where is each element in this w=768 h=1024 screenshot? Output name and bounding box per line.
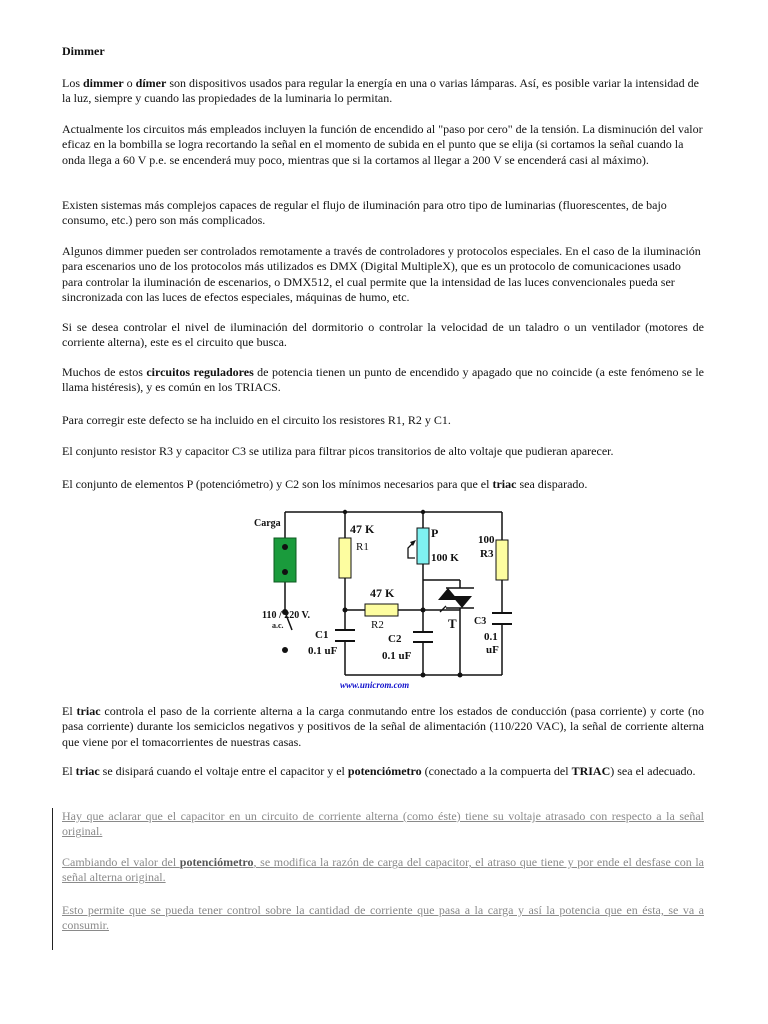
label-p-value: 100 K — [431, 552, 459, 564]
label-r1-value: 47 K — [350, 522, 375, 536]
label-c1-value: 0.1 uF — [308, 645, 338, 657]
paragraph-hysteresis: Muchos de estos circuitos reguladores de potencia tienen un punto de encendido y apagado que no coincide (a este fenómeno se le llama histéresis), y es común en los TRIACS. — [62, 365, 704, 395]
ac-terminal-bottom — [282, 647, 288, 653]
resistor-r3 — [496, 540, 508, 580]
label-ac: a.c. — [272, 621, 284, 630]
label-url: www.unicrom.com — [340, 680, 410, 690]
label-voltage: 110 / 220 V. — [262, 610, 310, 621]
label-r1: R1 — [356, 541, 369, 553]
paragraph-triac-control: El triac controla el paso de la corriente alterna a la carga conmutando entre los estados de conducción (pasa corriente) y corte (no pasa corriente) durante los semiciclos negativos y positivos de la señal de alimentación (110/220 VAC), la señal de corriente alterna que viene por el tomacorrientes de nuestras casas. — [62, 704, 705, 749]
resistor-r2 — [365, 604, 398, 616]
label-carga: Carga — [254, 518, 281, 529]
paragraph-r3-c3: El conjunto resistor R3 y capacitor C3 se utiliza para filtrar picos transitorios de alto voltaje que pudieran aparecer. — [62, 444, 614, 458]
paragraph-p-c2: El conjunto de elementos P (potenciómetro) y C2 son los mínimos necesarios para que el triac sea disparado. — [62, 477, 588, 491]
label-c3-value-1: 0.1 — [484, 631, 498, 643]
paragraph-correction: Para corregir este defecto se ha incluido en el circuito los resistores R1, R2 y C1. — [62, 413, 451, 427]
paragraph-power-control: Esto permite que se pueda tener control sobre la cantidad de corriente que pasa a la carga y así la potencia que en ésta, se va a consumir. — [62, 903, 704, 933]
label-r3-value: 100 — [478, 534, 495, 546]
label-c2-value: 0.1 uF — [382, 650, 412, 662]
label-c3: C3 — [474, 616, 487, 627]
triac-symbol — [438, 588, 474, 612]
paragraph-capacitor-lag: Hay que aclarar que el capacitor en un circuito de corriente alterna (como éste) tiene su voltaje atrasado con respecto a la señal original. — [62, 809, 704, 839]
revision-bar — [52, 808, 53, 950]
label-r2: R2 — [371, 619, 384, 631]
paragraph-triac-fire: El triac se disipará cuando el voltaje entre el capacitor y el potenciómetro (conectado a la compuerta del TRIAC) sea el adecuado. — [62, 764, 696, 778]
document-title: Dimmer — [62, 44, 105, 58]
label-c1: C1 — [315, 629, 329, 641]
label-triac: T — [448, 616, 457, 631]
label-p: P — [431, 526, 439, 540]
label-r3: R3 — [480, 548, 494, 560]
dimmer-circuit-diagram — [250, 500, 530, 695]
paragraph-bedroom: Si se desea controlar el nivel de iluminación del dormitorio o controlar la velocidad de un taladro o un ventilador (motores de corriente alterna), este es el circuito que busca. — [62, 320, 704, 350]
paragraph-complex-systems: Existen sistemas más complejos capaces de regular el flujo de iluminación para otro tipo de luminarias (fluorescentes, de bajo consumo, etc.) pero son más complicados. — [62, 198, 667, 228]
paragraph-dmx: Algunos dimmer pueden ser controlados remotamente a través de controladores y protocolos especiales. En el caso de la iluminación para escenarios uno de los protocolos más utilizados es DMX (Digital MultipleX), que es un protocolo de comunicaciones usado para controlar la iluminación de escenarios, o DMX512, el cual permite que la intensidad de las luces convencionales pueda ser sincronizada con las luces de efectos especiales, máquinas de humo, etc. — [62, 244, 701, 305]
resistor-r1 — [339, 538, 351, 578]
potentiometer-p — [417, 528, 429, 564]
paragraph-zero-crossing: Actualmente los circuitos más empleados incluyen la función de encendido al "paso por cero" de la tensión. La disminución del valor eficaz en la bombilla se logra recortando la señal en el momento de subida en el punto que se elija (si cortamos la señal cuando la onda llega a 60 V p.e. se encenderá muy poco, mientras que si la cortamos al llegar a 200 V se encenderá casi al máximo). — [62, 122, 703, 167]
label-c2: C2 — [388, 633, 402, 645]
paragraph-potentiometer-change: Cambiando el valor del potenciómetro, se modifica la razón de carga del capacitor, el atraso que tiene y por ende el desfase con la señal alterna original. — [62, 855, 704, 885]
label-r2-value: 47 K — [370, 586, 395, 600]
paragraph-intro: Los dimmer o dímer son dispositivos usados para regular la energía en una o varias lámparas. Así, es posible variar la intensidad de la luz, siempre y cuando las propiedades de la luminaria lo permitan. — [62, 76, 699, 106]
label-c3-value-2: uF — [486, 644, 499, 656]
